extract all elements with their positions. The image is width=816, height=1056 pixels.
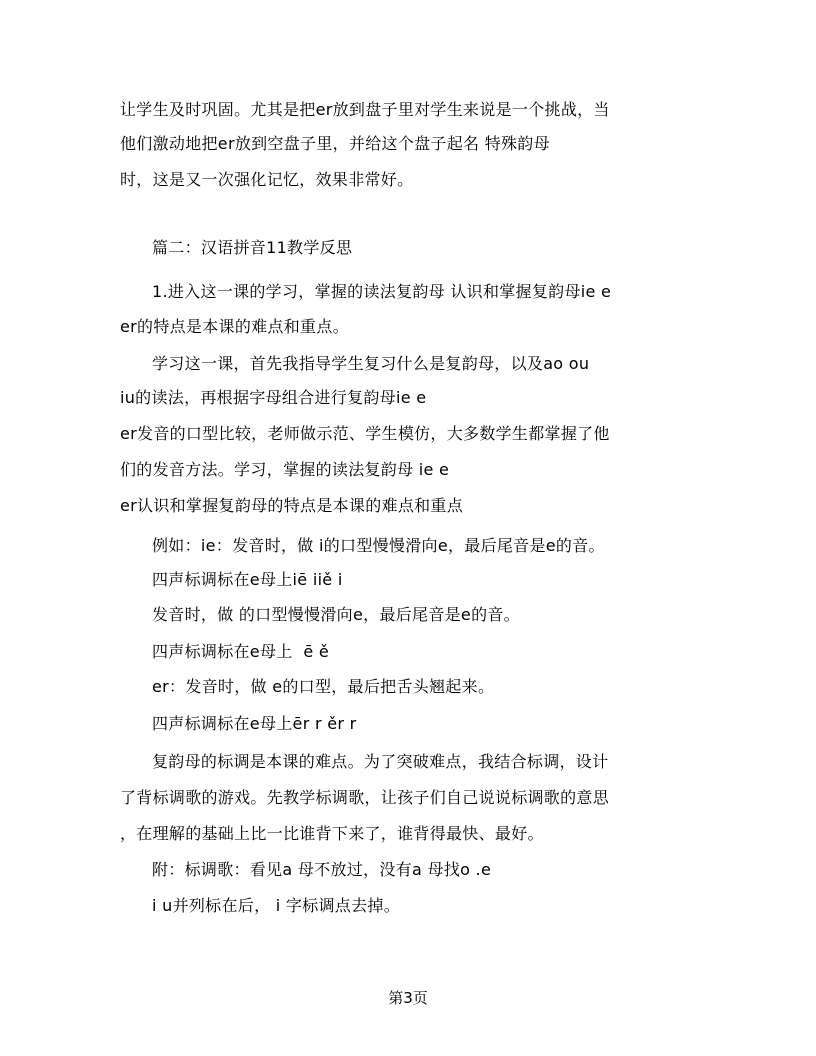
text-line: 了背标调歌的游戏。先教学标调歌，让孩子们自己说说标调歌的意思 xyxy=(120,788,610,807)
page-number: 第3页 xyxy=(388,989,428,1007)
section-heading: 篇二：汉语拼音11教学反思 xyxy=(152,238,353,257)
text-line: er：发音时，做 e的口型，最后把舌头翘起来。 xyxy=(152,677,495,696)
text-line: ，在理解的基础上比一比谁背下来了，谁背得最快、最好。 xyxy=(120,824,544,843)
text-line: 时，这是又一次强化记忆，效果非常好。 xyxy=(120,170,414,189)
text-line: iu的读法，再根据字母组合进行复韵母ie e xyxy=(120,388,427,407)
text-line: er认识和掌握复韵母的特点是本课的难点和重点 xyxy=(120,496,464,515)
text-line: 让学生及时巩固。尤其是把er放到盘子里对学生来说是一个挑战，当 xyxy=(120,100,610,119)
text-line: 附：标调歌：看见a 母不放过，没有a 母找o .e xyxy=(152,860,492,879)
text-line: 四声标调标在e母上 ē ě xyxy=(152,642,329,661)
text-line: 们的发音方法。学习，掌握的读法复韵母 ie e xyxy=(120,460,450,479)
text-line: 发音时，做 的口型慢慢滑向e，最后尾音是e的音。 xyxy=(152,605,520,624)
text-line: er的特点是本课的难点和重点。 xyxy=(120,317,349,336)
text-line: 例如：ie：发音时，做 i的口型慢慢滑向e，最后尾音是e的音。 xyxy=(152,536,605,555)
text-line: 他们激动地把er放到空盘子里，并给这个盘子起名 特殊韵母 xyxy=(120,134,550,153)
text-line: i u并列标在后， i 字标调点去掉。 xyxy=(152,896,400,915)
text-line: 学习这一课，首先我指导学生复习什么是复韵母，以及ao ou xyxy=(152,354,590,373)
text-line: 四声标调标在e母上ēr r ěr r xyxy=(152,714,357,733)
text-line: er发音的口型比较，老师做示范、学生模仿，大多数学生都掌握了他 xyxy=(120,424,610,443)
text-line: 1.进入这一课的学习，掌握的读法复韵母 认识和掌握复韵母ie e xyxy=(152,282,612,301)
text-line: 四声标调标在e母上iē iiě i xyxy=(152,570,343,589)
text-line: 复韵母的标调是本课的难点。为了突破难点，我结合标调，设计 xyxy=(152,752,609,771)
